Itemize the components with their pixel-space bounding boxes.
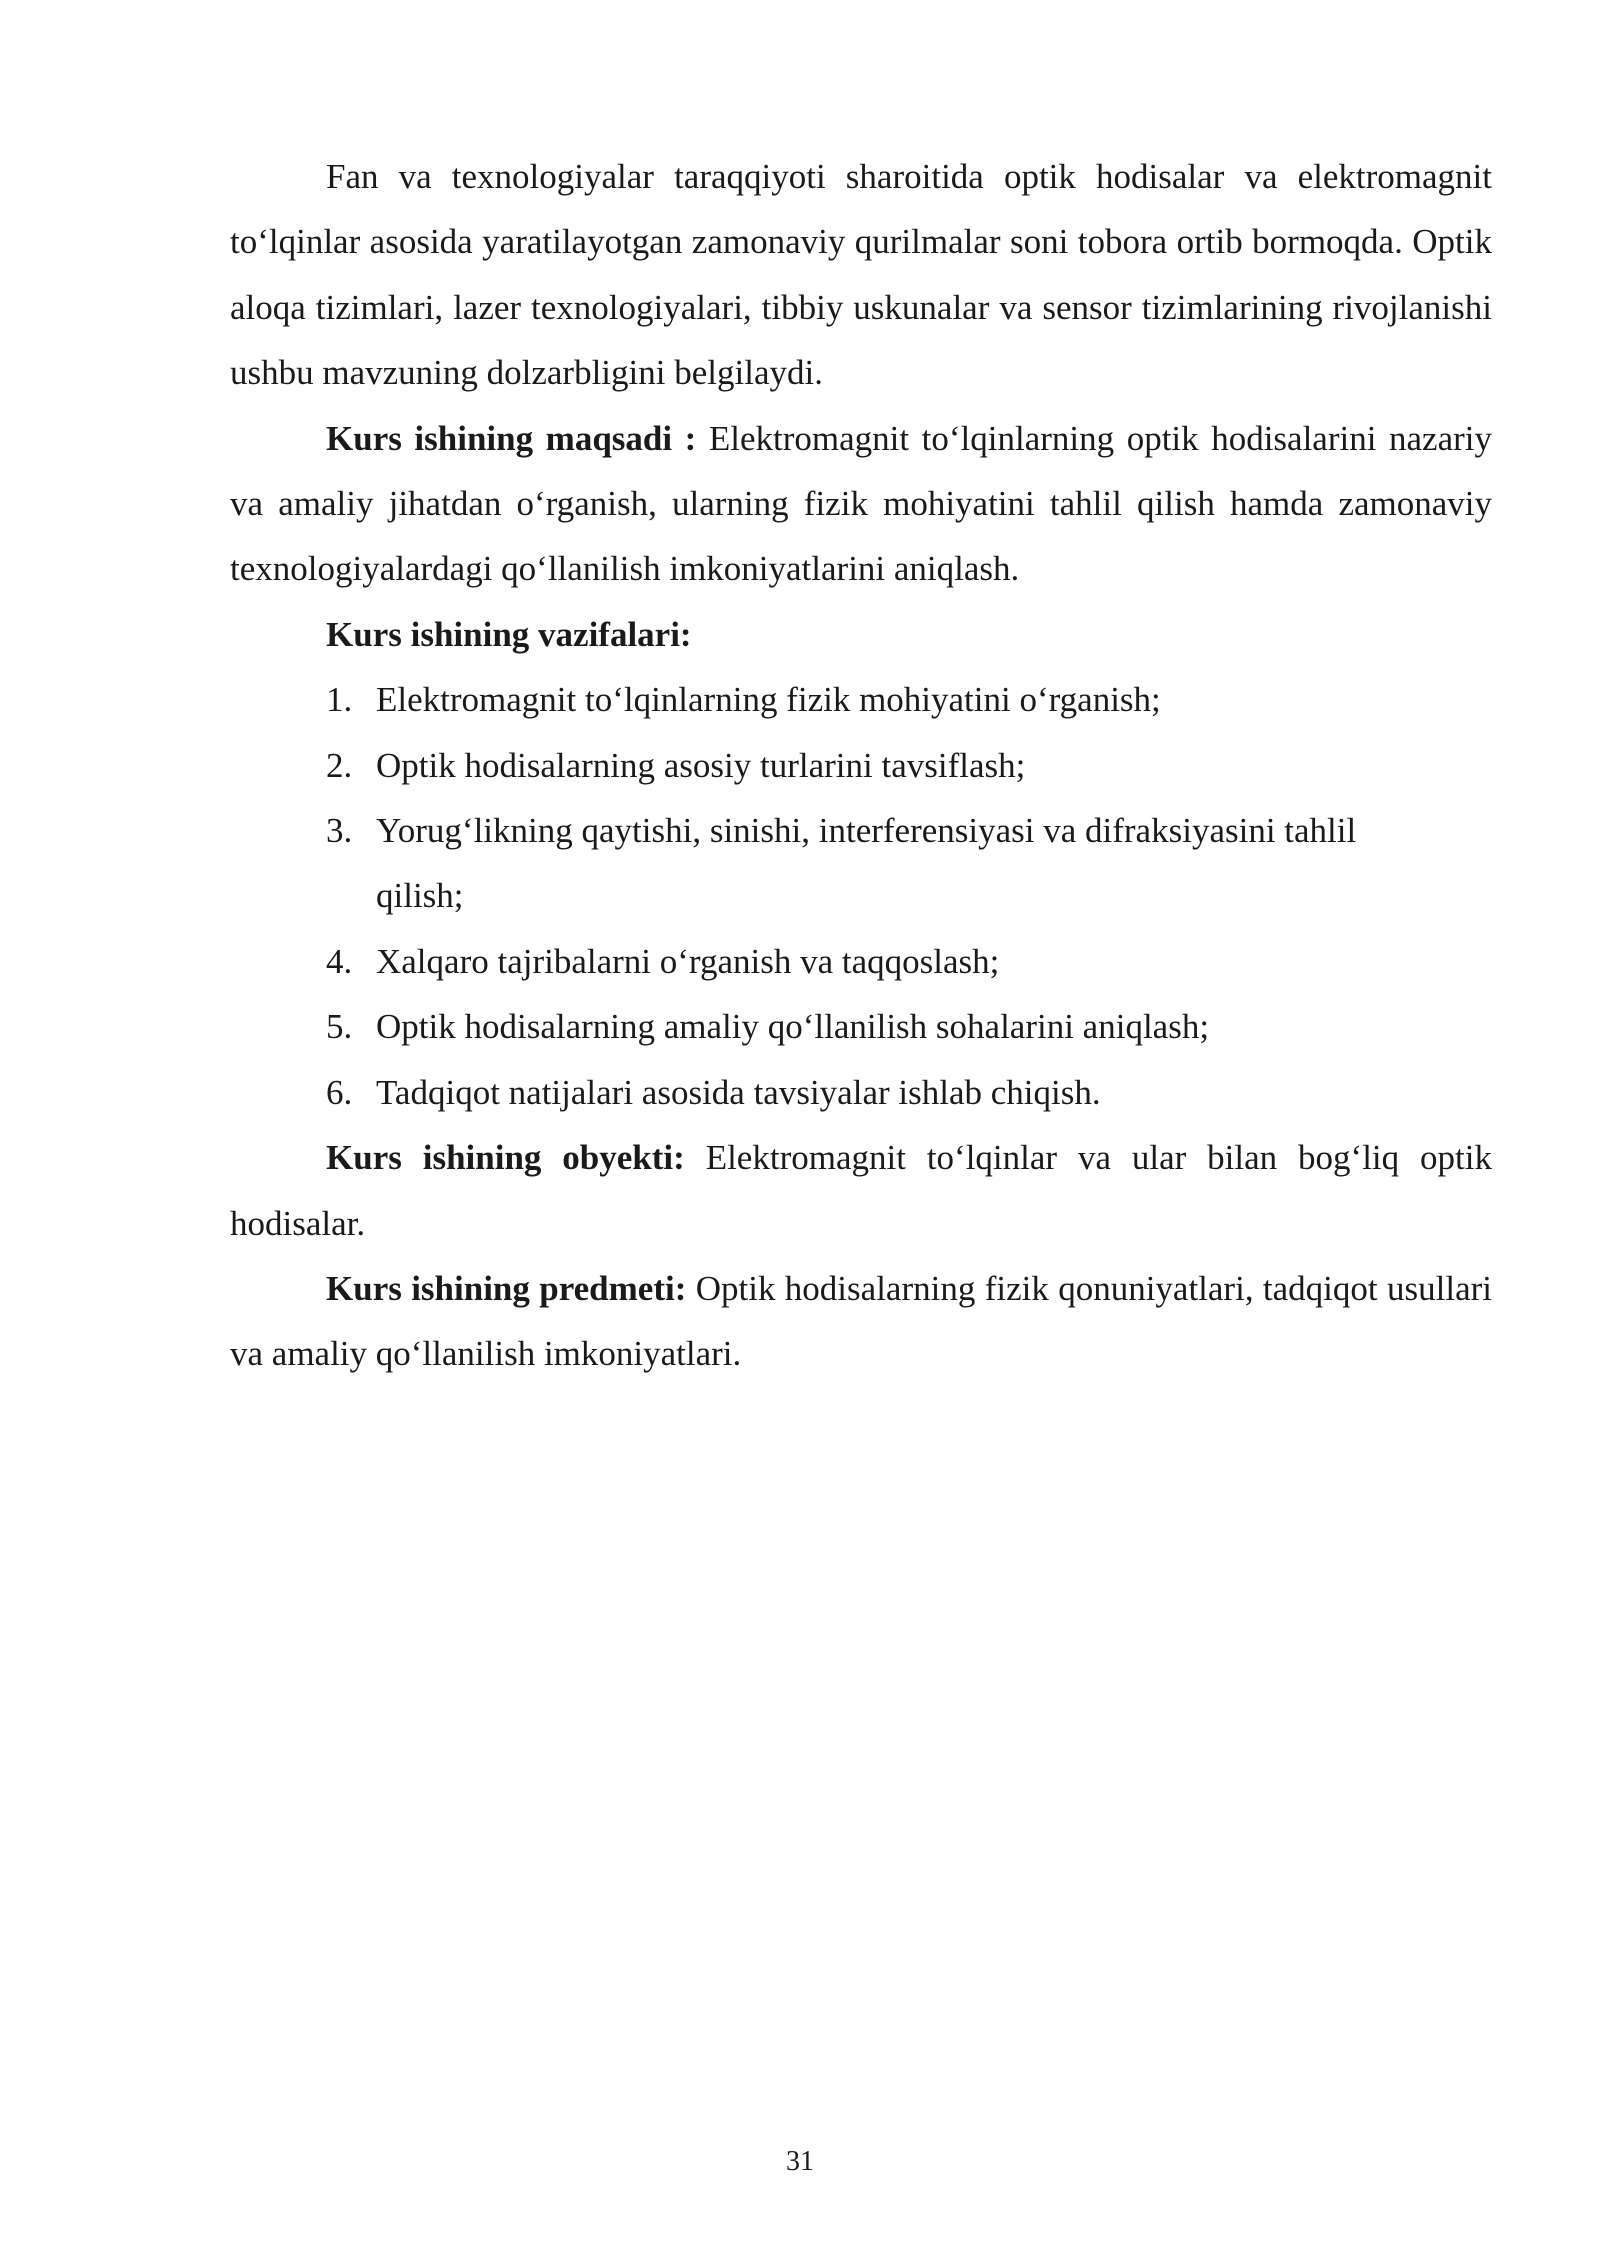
intro-paragraph: Fan va texnologiyalar taraqqiyoti sharoitida optik hodisalar va elektromagnit to‘lqinlar asosida yaratilayotgan zamonaviy qurilmalar soni tobora ortib bormoqda. Optik aloqa tizimlari, lazer texnologiyalari, tibbiy uskunalar va sensor tizimlarining rivojlanishi ushbu mavzuning dolzarbligini belgilaydi. [230,157,1492,393]
task-text: Elektromagnit to‘lqinlarning fizik mohiyatini o‘rganish; [376,680,1161,720]
task-number: 5. [326,1007,353,1047]
task-number: 4. [326,941,353,981]
task-text: Optik hodisalarning asosiy turlarini tavsiflash; [376,745,1026,785]
task-item [230,929,1492,994]
task-item [230,667,1492,732]
task-number: 2. [326,745,353,785]
task-text: Xalqaro tajribalarni o‘rganish va taqqoslash; [376,941,1000,981]
task-item [230,798,1492,929]
task-text: Yorug‘likning qaytishi, sinishi, interferensiyasi va difraksiyasini tahlil qilish; [376,811,1357,916]
subject-label: Kurs ishining predmeti: [326,1268,687,1308]
task-item [230,733,1492,798]
task-number: 3. [326,811,353,851]
object-paragraph [230,1125,1492,1256]
object-text: Elektromagnit to‘lqinlar va ular bilan bog‘liq optik hodisalar. [230,1138,1492,1243]
task-text: Optik hodisalarning amaliy qo‘llanilish sohalarini aniqlash; [376,1007,1210,1047]
task-item [230,1060,1492,1125]
subject-paragraph [230,1256,1492,1387]
task-text: Tadqiqot natijalari asosida tavsiyalar ishlab chiqish. [376,1072,1101,1112]
object-label: Kurs ishining obyekti: [326,1138,685,1178]
task-number: 1. [326,680,353,720]
tasks-list [230,667,1492,1125]
subject-text: Optik hodisalarning fizik qonuniyatlari, tadqiqot usullari va amaliy qo‘llanilish imkoniyatlari. [230,1268,1492,1374]
page-body [230,144,1492,1387]
task-number: 6. [326,1072,353,1112]
task-item [230,994,1492,1059]
tasks-heading: Kurs ishining vazifalari: [326,614,692,654]
goal-paragraph [230,406,1492,602]
goal-text: Elektromagnit to‘lqinlarning optik hodisalarini nazariy va amaliy jihatdan o‘rganish, ularning fizik mohiyatini tahlil qilish hamda zamonaviy texnologiyalardagi qo‘llanilish imkoniyatlarini aniqlash. [230,418,1492,589]
goal-label: Kurs ishining maqsadi : [326,418,697,458]
page-number: 31 [786,2146,814,2177]
